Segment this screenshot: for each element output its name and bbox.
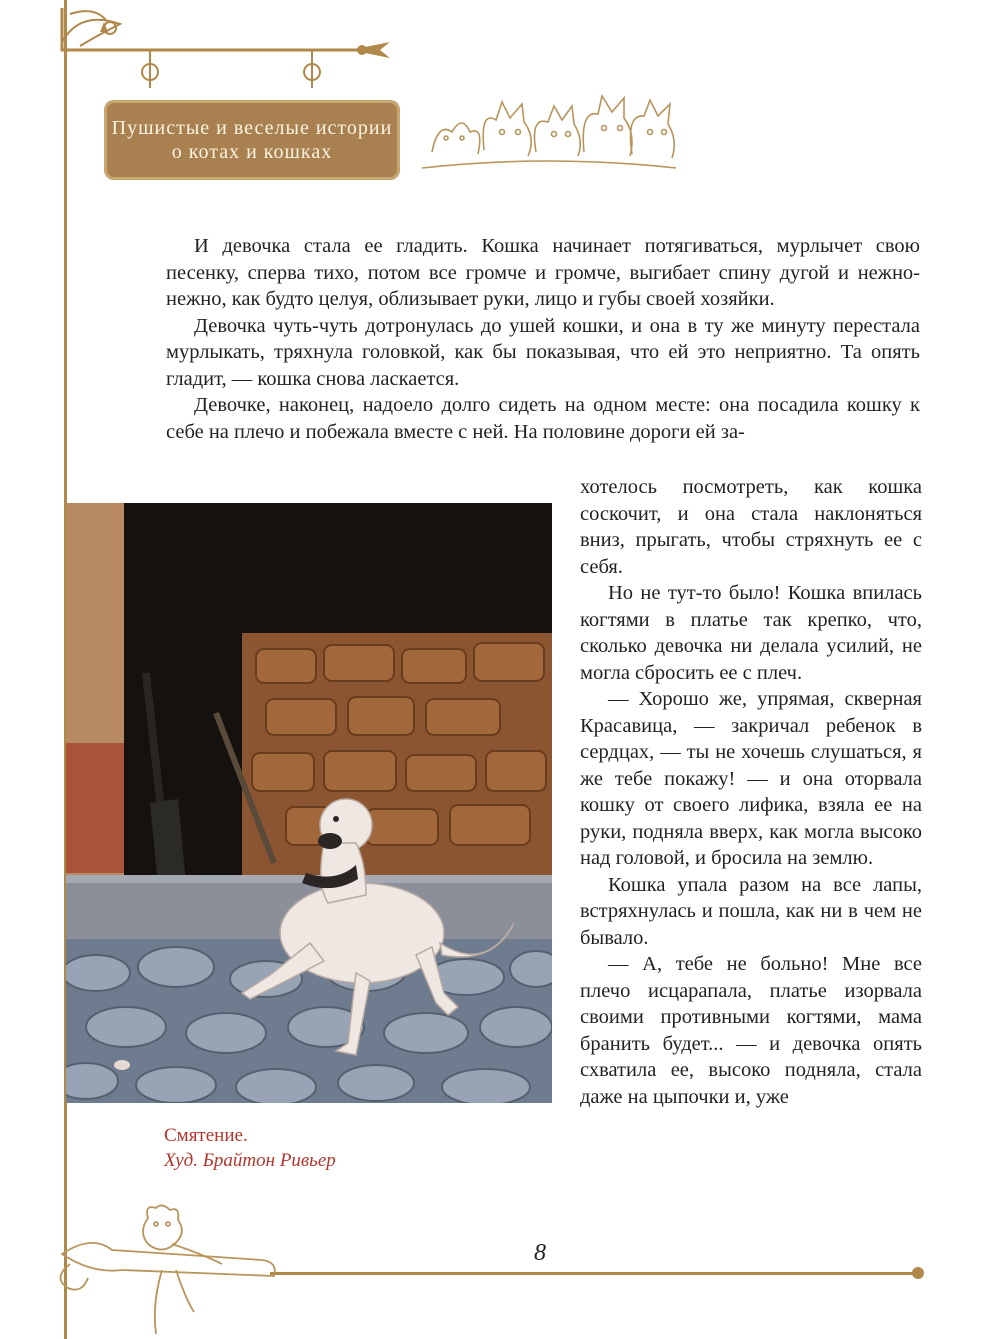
paragraph: Кошка упала разом на все лапы, встряхнулась и пошла, как ни в чем не бывало.: [580, 873, 922, 949]
paragraph: Но не тут-то было! Кошка впилась когтями в платье так крепко, что, сколько девочка ни делала усилий, не могла сбросить ее с плеч.: [580, 582, 922, 684]
body-text-top: [166, 233, 920, 445]
paragraph: Девочке, наконец, надоело долго сидеть на одном месте: она посадила кошку к себе на плечо и побежала вместе с ней. На половине дороги ей за-: [166, 394, 920, 443]
painting-image: [66, 503, 552, 1103]
paragraph: — А, тебе не больно! Мне все плечо исцарапала, платье изорвала своими противными когтями, мама бранить будет... — и девочка опять схватила ее, высоко подняла, стала даже на цыпочки и, уже: [580, 953, 922, 1108]
paragraph: — Хорошо же, упрямая, скверная Красавица, — закричал ребенок в сердцах, — ты не хочешь слушаться, я же тебе покажу! — и она оторвала кошку от своего лифика, взяла ее на руки, подняла вверх, как могла высоко над головой, и бросила на землю.: [580, 688, 922, 869]
page-number: 8: [534, 1240, 546, 1266]
caption-author: Худ. Брайтон Ривьер: [164, 1150, 336, 1171]
paragraph: Девочка чуть-чуть дотронулась до ушей кошки, и она в ту же минуту перестала мурлыкать, тряхнула головкой, как бы показывая, что ей это неприятно. Та опять гладит, — кошка снова ласкается.: [166, 314, 920, 390]
kittens-sketch-icon: [418, 92, 680, 176]
hanging-sign-ornament-icon: [40, 0, 420, 110]
painting-caption: [164, 1123, 336, 1173]
frame-bottom-line: [270, 1272, 920, 1275]
frame-bottom-dot: [912, 1267, 924, 1279]
paragraph: И девочка стала ее гладить. Кошка начинает потягиваться, мурлычет свою песенку, сперва тихо, потом все громче и громче, выгибает спину дугой и нежно-нежно, как будто целуя, облизывает руки, лицо и губы своей хозяйки.: [166, 235, 920, 310]
header-title-line1: Пушистые и веселые истории: [111, 117, 393, 139]
header-sign: [104, 100, 400, 180]
caption-title: Смятение.: [164, 1125, 248, 1146]
paragraph: хотелось посмотреть, как кошка соскочит, и она стала наклоняться вниз, прыгать, чтобы стряхнуть ее с себя.: [580, 476, 922, 578]
body-text-side: [580, 474, 922, 1110]
cat-on-scroll-icon: [52, 1204, 292, 1339]
header-title-line2: о котах и кошках: [171, 141, 333, 163]
